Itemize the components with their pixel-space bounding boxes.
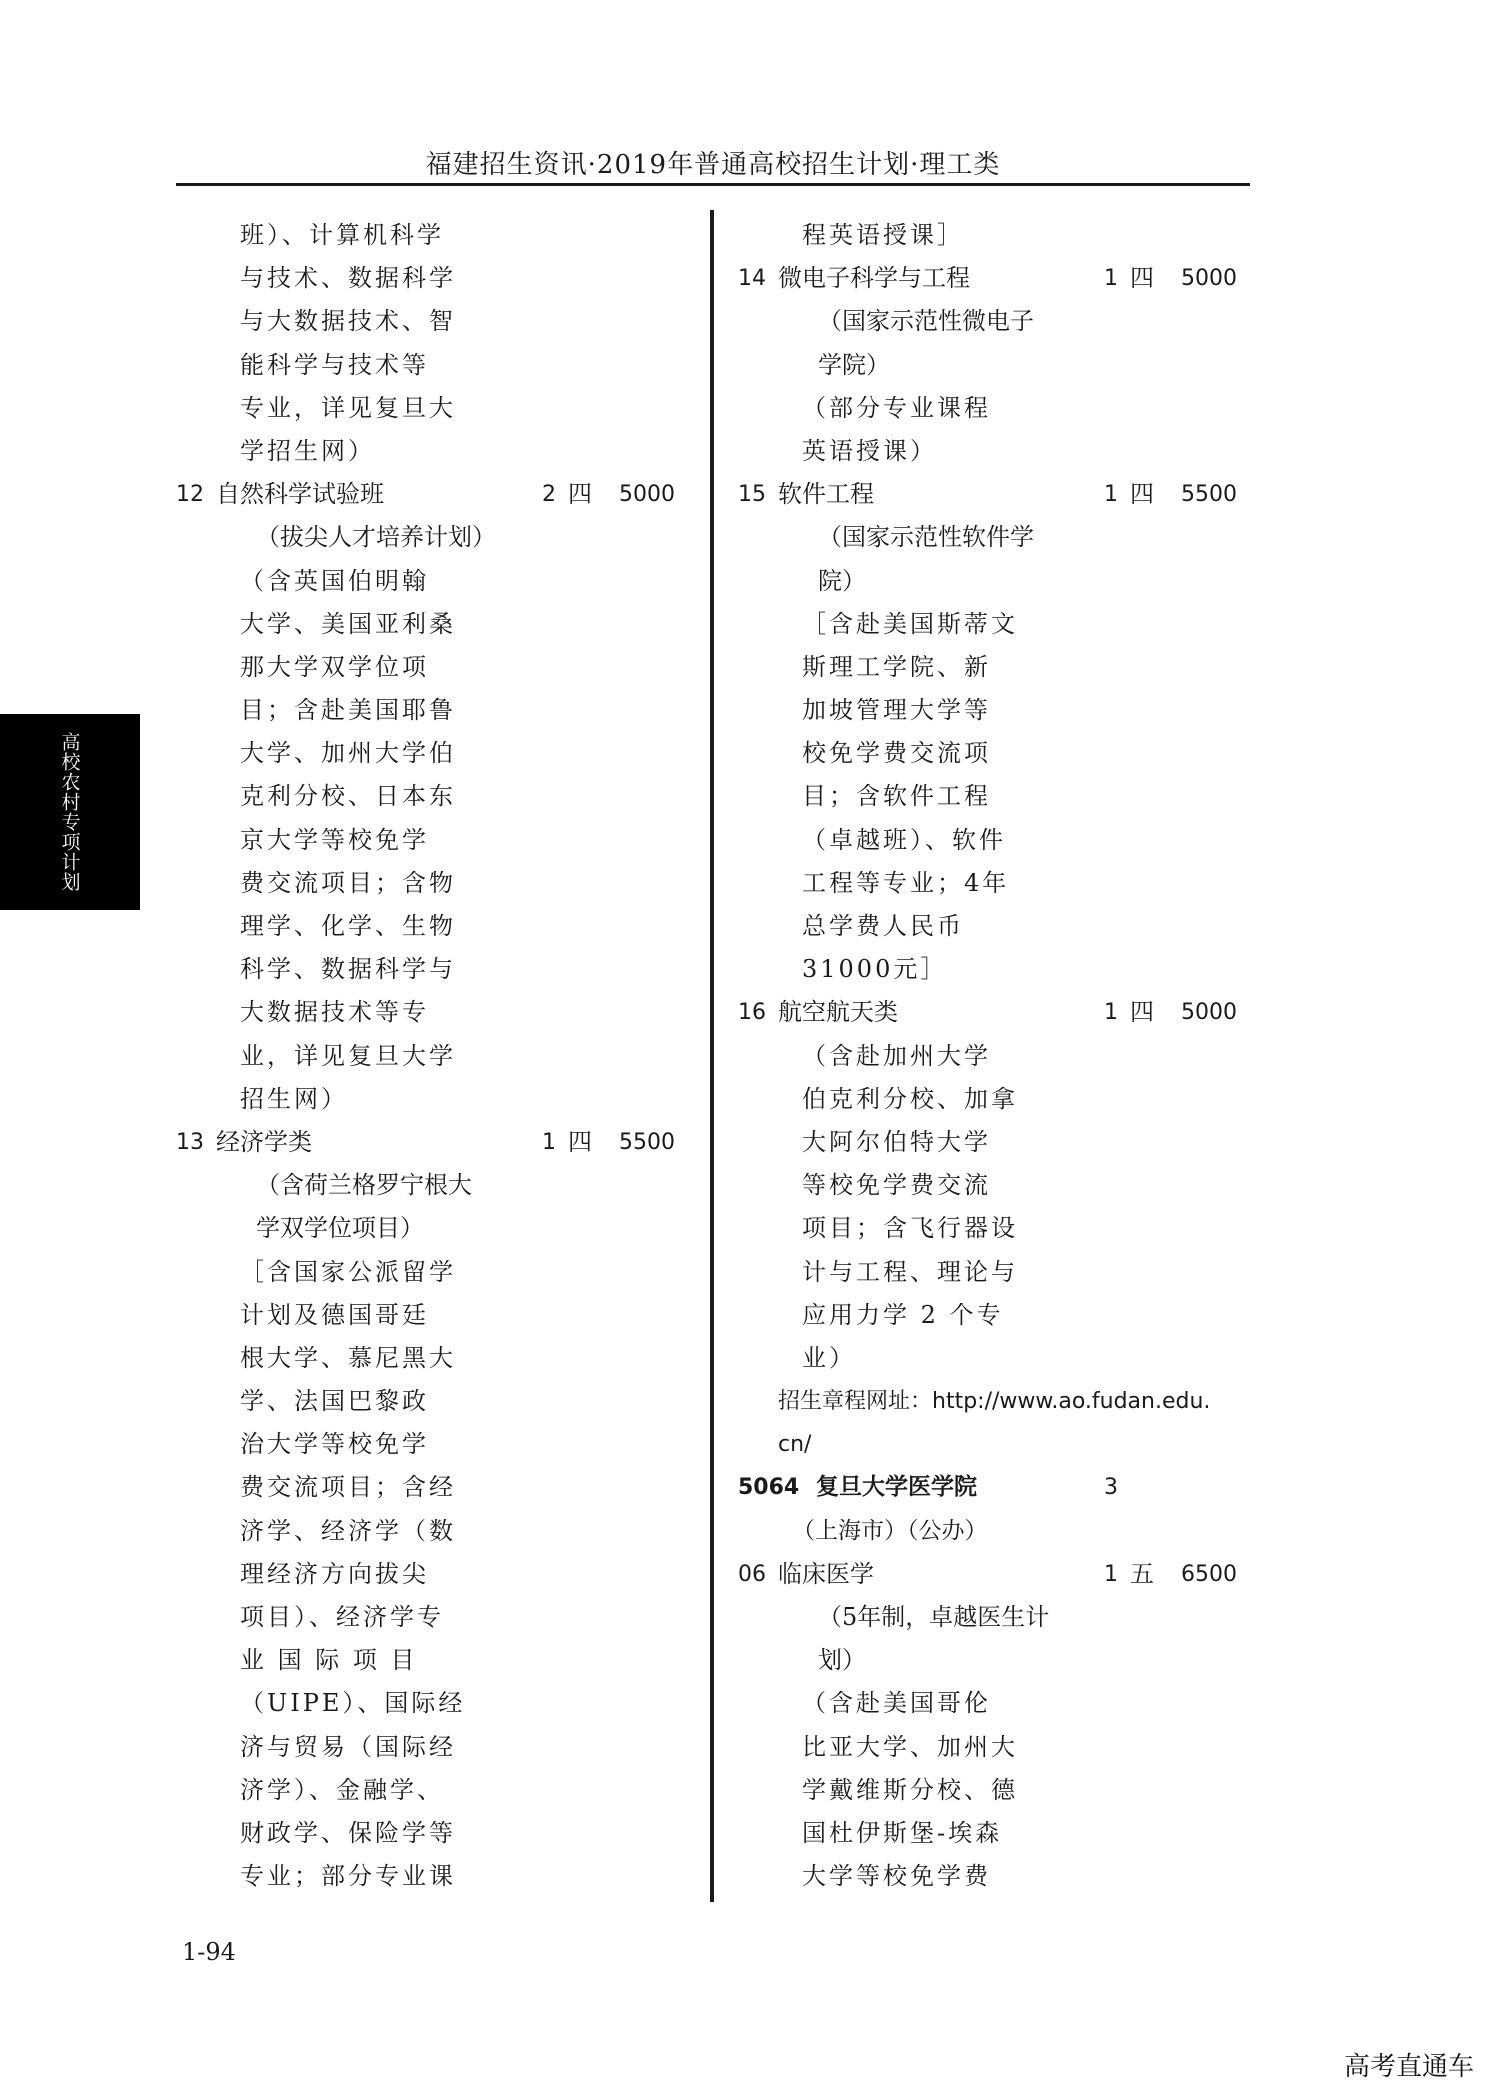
program-detail: ［含赴美国斯蒂文 bbox=[802, 609, 1018, 638]
program-detail-row bbox=[176, 1769, 676, 1812]
program-note: （国家示范性软件学 bbox=[818, 523, 1034, 552]
program-detail: 伯克利分校、加拿 bbox=[802, 1084, 1018, 1113]
program-detail-row bbox=[738, 430, 1250, 473]
program-detail: 专业；部分专业课 bbox=[240, 1862, 456, 1891]
side-tab bbox=[0, 714, 140, 910]
program-detail-row bbox=[738, 603, 1250, 646]
program-detail-row bbox=[176, 603, 676, 646]
tuition-fee: 5500 bbox=[619, 1129, 675, 1155]
program-detail: 能科学与技术等 bbox=[240, 350, 429, 379]
program-note-row bbox=[738, 1639, 1250, 1682]
plan-count: 1 bbox=[542, 1129, 556, 1155]
left-column bbox=[176, 214, 676, 1898]
tuition-fee: 5000 bbox=[619, 482, 675, 508]
program-note: （含荷兰格罗宁根大 bbox=[256, 1171, 472, 1200]
program-detail-row bbox=[738, 948, 1250, 991]
program-detail-row bbox=[738, 1251, 1250, 1294]
program-detail-row bbox=[738, 1164, 1250, 1207]
program-detail-row bbox=[738, 1078, 1250, 1121]
program-detail: 斯理工学院、新 bbox=[802, 652, 991, 681]
program-detail-row bbox=[176, 560, 676, 603]
program-detail: 京大学等校免学 bbox=[240, 825, 429, 854]
program-detail-row bbox=[176, 1423, 676, 1466]
charter-url-row bbox=[738, 1380, 1250, 1423]
program-number: 15 bbox=[738, 482, 766, 508]
program-detail: （部分专业课程 bbox=[802, 393, 991, 422]
program-detail: 克利分校、日本东 bbox=[240, 782, 456, 811]
program-detail-row bbox=[738, 1769, 1250, 1812]
program-name: 临床医学 bbox=[778, 1559, 874, 1588]
program-detail: （含赴美国哥伦 bbox=[802, 1689, 991, 1718]
program-detail-row bbox=[738, 1855, 1250, 1898]
program-note: （国家示范性微电子 bbox=[818, 307, 1034, 336]
study-years: 四 bbox=[568, 480, 592, 509]
program-detail: 31000元］ bbox=[802, 955, 948, 984]
program-detail-row bbox=[176, 1553, 676, 1596]
study-years: 四 bbox=[1130, 480, 1154, 509]
program-name: 微电子科学与工程 bbox=[778, 264, 970, 293]
watermark-text: 高考直通车 bbox=[1343, 2052, 1474, 2082]
program-detail-row bbox=[738, 819, 1250, 862]
header-rule bbox=[176, 183, 1250, 186]
program-note: 划） bbox=[818, 1646, 866, 1675]
institution-location: （上海市）（公办） bbox=[792, 1517, 988, 1544]
program-note-row bbox=[738, 560, 1250, 603]
program-detail-row bbox=[738, 1726, 1250, 1769]
program-row bbox=[738, 991, 1250, 1034]
study-years: 四 bbox=[1130, 264, 1154, 293]
program-detail-row bbox=[738, 1121, 1250, 1164]
program-note: 学双学位项目） bbox=[256, 1214, 424, 1243]
program-detail: 济学）、金融学、 bbox=[240, 1775, 444, 1804]
program-detail: 理学、化学、生物 bbox=[240, 912, 456, 940]
plan-count: 1 bbox=[1104, 266, 1118, 292]
program-note-row bbox=[738, 344, 1250, 387]
program-detail-row bbox=[176, 775, 676, 818]
program-detail: 大数据技术等专 bbox=[240, 998, 429, 1027]
charter-url: 招生章程网址：http://www.ao.fudan.edu. bbox=[778, 1389, 1211, 1415]
program-detail: ［含国家公派留学 bbox=[240, 1257, 456, 1286]
institution-code: 5064 bbox=[738, 1475, 800, 1501]
program-detail: 计与工程、理论与 bbox=[802, 1257, 1018, 1286]
program-number: 14 bbox=[738, 266, 766, 292]
program-name: 软件工程 bbox=[778, 480, 874, 509]
program-detail-row bbox=[176, 344, 676, 387]
program-detail-row bbox=[176, 1294, 676, 1337]
institution-location-row bbox=[738, 1510, 1250, 1553]
program-name: 航空航天类 bbox=[778, 998, 898, 1027]
program-detail: 科学、数据科学与 bbox=[240, 955, 456, 984]
program-detail-row bbox=[738, 689, 1250, 732]
institution-row bbox=[738, 1466, 1250, 1509]
program-detail: 与技术、数据科学 bbox=[240, 264, 456, 293]
program-detail-row bbox=[176, 1812, 676, 1855]
study-years: 五 bbox=[1130, 1559, 1154, 1588]
program-detail-row bbox=[176, 1035, 676, 1078]
program-note-row bbox=[738, 1596, 1250, 1639]
program-detail: 应用力学 2 个专 bbox=[802, 1300, 1004, 1329]
program-detail: 校免学费交流项 bbox=[802, 739, 991, 768]
program-detail: 济与贸易（国际经 bbox=[240, 1732, 456, 1761]
program-name: 经济学类 bbox=[216, 1127, 312, 1156]
program-detail-row bbox=[738, 1207, 1250, 1250]
program-detail-row bbox=[176, 300, 676, 343]
program-note-row bbox=[738, 300, 1250, 343]
program-detail: 英语授课） bbox=[802, 436, 937, 465]
page-header-title: 福建招生资讯·2019年普通高校招生计划·理工类 bbox=[425, 150, 1001, 180]
program-detail: 那大学双学位项 bbox=[240, 652, 429, 681]
program-note-row bbox=[176, 1207, 676, 1250]
right-column bbox=[738, 214, 1250, 1898]
study-years: 四 bbox=[1130, 998, 1154, 1027]
program-detail: 财政学、保险学等 bbox=[240, 1818, 456, 1847]
program-detail-row bbox=[738, 732, 1250, 775]
program-detail-row bbox=[738, 1294, 1250, 1337]
program-detail: 程英语授课］ bbox=[802, 221, 964, 249]
program-detail: 与大数据技术、智 bbox=[240, 307, 456, 336]
program-row bbox=[176, 473, 676, 516]
program-detail-row bbox=[176, 991, 676, 1034]
program-detail-row bbox=[176, 1682, 676, 1725]
program-detail-row bbox=[176, 948, 676, 991]
program-detail-row bbox=[176, 1337, 676, 1380]
tuition-fee: 5500 bbox=[1181, 482, 1237, 508]
program-detail-row bbox=[738, 1812, 1250, 1855]
program-note: （拔尖人才培养计划） bbox=[256, 523, 496, 552]
program-detail-row bbox=[738, 1682, 1250, 1725]
program-detail-row bbox=[738, 1337, 1250, 1380]
program-detail-row bbox=[176, 430, 676, 473]
institution-name: 复旦大学医学院 bbox=[816, 1474, 977, 1501]
program-note-row bbox=[176, 1164, 676, 1207]
program-detail: 根大学、慕尼黑大 bbox=[240, 1343, 456, 1372]
column-divider bbox=[710, 210, 714, 1902]
program-detail: 学戴维斯分校、德 bbox=[802, 1775, 1018, 1804]
program-detail: 招生网） bbox=[240, 1084, 348, 1113]
program-number: 16 bbox=[738, 1000, 766, 1026]
program-row bbox=[738, 1553, 1250, 1596]
tuition-fee: 6500 bbox=[1181, 1561, 1237, 1587]
program-detail: 费交流项目；含经 bbox=[240, 1473, 456, 1502]
program-detail-row bbox=[176, 1078, 676, 1121]
program-detail-row bbox=[176, 1639, 676, 1682]
program-detail: 治大学等校免学 bbox=[240, 1430, 429, 1459]
plan-count: 1 bbox=[1104, 482, 1118, 508]
program-detail: 班）、计算机科学 bbox=[240, 221, 444, 249]
program-detail: 等校免学费交流 bbox=[802, 1171, 991, 1200]
program-number: 12 bbox=[176, 482, 204, 508]
program-detail-row bbox=[738, 214, 1250, 257]
program-row bbox=[176, 1121, 676, 1164]
program-detail: （UIPE）、国际经 bbox=[240, 1689, 466, 1718]
program-detail: 学、法国巴黎政 bbox=[240, 1387, 429, 1416]
program-detail: （含赴加州大学 bbox=[802, 1041, 991, 1070]
program-detail-row bbox=[738, 775, 1250, 818]
program-detail: 济学、经济学（数 bbox=[240, 1516, 456, 1545]
program-detail: 业 国 际 项 目 bbox=[240, 1646, 418, 1675]
program-note: 学院） bbox=[818, 350, 890, 379]
program-detail-row bbox=[176, 819, 676, 862]
plan-count: 1 bbox=[1104, 1000, 1118, 1026]
program-detail: 业，详见复旦大学 bbox=[240, 1041, 456, 1070]
program-detail-row bbox=[176, 1251, 676, 1294]
program-detail-row bbox=[738, 387, 1250, 430]
program-detail-row bbox=[176, 1726, 676, 1769]
program-detail: 项目）、经济学专 bbox=[240, 1603, 444, 1631]
program-detail-row bbox=[176, 1510, 676, 1553]
program-detail-row bbox=[176, 646, 676, 689]
page-number: 1-94 bbox=[182, 1938, 236, 1966]
program-note: （5年制，卓越医生计 bbox=[818, 1603, 1050, 1631]
plan-count: 1 bbox=[1104, 1561, 1118, 1587]
program-detail: 比亚大学、加州大 bbox=[802, 1732, 1018, 1761]
plan-count: 2 bbox=[542, 482, 556, 508]
program-detail: 国杜伊斯堡-埃森 bbox=[802, 1818, 1003, 1847]
program-detail: 大学等校免学费 bbox=[802, 1862, 991, 1891]
tuition-fee: 5000 bbox=[1181, 1000, 1237, 1026]
program-detail: 计划及德国哥廷 bbox=[240, 1300, 429, 1329]
program-detail: 工程等专业；4年 bbox=[802, 868, 1010, 897]
program-detail-row bbox=[176, 214, 676, 257]
charter-url: cn/ bbox=[778, 1432, 812, 1458]
program-detail: 加坡管理大学等 bbox=[802, 696, 991, 725]
program-row bbox=[738, 257, 1250, 300]
side-tab-label: 高校农村专项计划 bbox=[58, 732, 81, 892]
program-number: 06 bbox=[738, 1561, 766, 1587]
program-detail: 大学、美国亚利桑 bbox=[240, 609, 456, 638]
program-detail: 费交流项目；含物 bbox=[240, 868, 456, 897]
program-detail-row bbox=[176, 387, 676, 430]
program-detail-row bbox=[176, 689, 676, 732]
program-note-row bbox=[738, 516, 1250, 559]
program-detail-row bbox=[738, 905, 1250, 948]
program-detail: 项目；含飞行器设 bbox=[802, 1214, 1018, 1243]
program-detail: 大阿尔伯特大学 bbox=[802, 1127, 991, 1156]
program-detail: 目；含软件工程 bbox=[802, 782, 991, 811]
program-detail-row bbox=[176, 1855, 676, 1898]
program-detail-row bbox=[176, 1596, 676, 1639]
program-detail: （含英国伯明翰 bbox=[240, 566, 429, 595]
program-detail-row bbox=[176, 1466, 676, 1509]
program-detail-row bbox=[176, 905, 676, 948]
program-detail-row bbox=[176, 1380, 676, 1423]
program-detail: 专业，详见复旦大 bbox=[240, 393, 456, 422]
program-detail-row bbox=[738, 1035, 1250, 1078]
institution-count: 3 bbox=[1104, 1475, 1118, 1501]
program-detail-row bbox=[738, 862, 1250, 905]
program-detail-row bbox=[176, 257, 676, 300]
program-detail-row bbox=[738, 646, 1250, 689]
charter-url-row bbox=[738, 1423, 1250, 1466]
program-detail-row bbox=[176, 732, 676, 775]
program-detail-row bbox=[176, 862, 676, 905]
program-detail: 目；含赴美国耶鲁 bbox=[240, 696, 456, 725]
program-detail: 学招生网） bbox=[240, 436, 375, 465]
program-detail: （卓越班）、软件 bbox=[802, 825, 1006, 854]
program-number: 13 bbox=[176, 1129, 204, 1155]
study-years: 四 bbox=[568, 1127, 592, 1156]
program-note-row bbox=[176, 516, 676, 559]
program-detail: 理经济方向拔尖 bbox=[240, 1559, 429, 1588]
program-name: 自然科学试验班 bbox=[216, 480, 384, 509]
program-note: 院） bbox=[818, 566, 866, 595]
program-detail: 总学费人民币 bbox=[802, 912, 964, 940]
tuition-fee: 5000 bbox=[1181, 266, 1237, 292]
program-row bbox=[738, 473, 1250, 516]
program-detail: 业） bbox=[802, 1343, 856, 1372]
program-detail: 大学、加州大学伯 bbox=[240, 739, 456, 768]
